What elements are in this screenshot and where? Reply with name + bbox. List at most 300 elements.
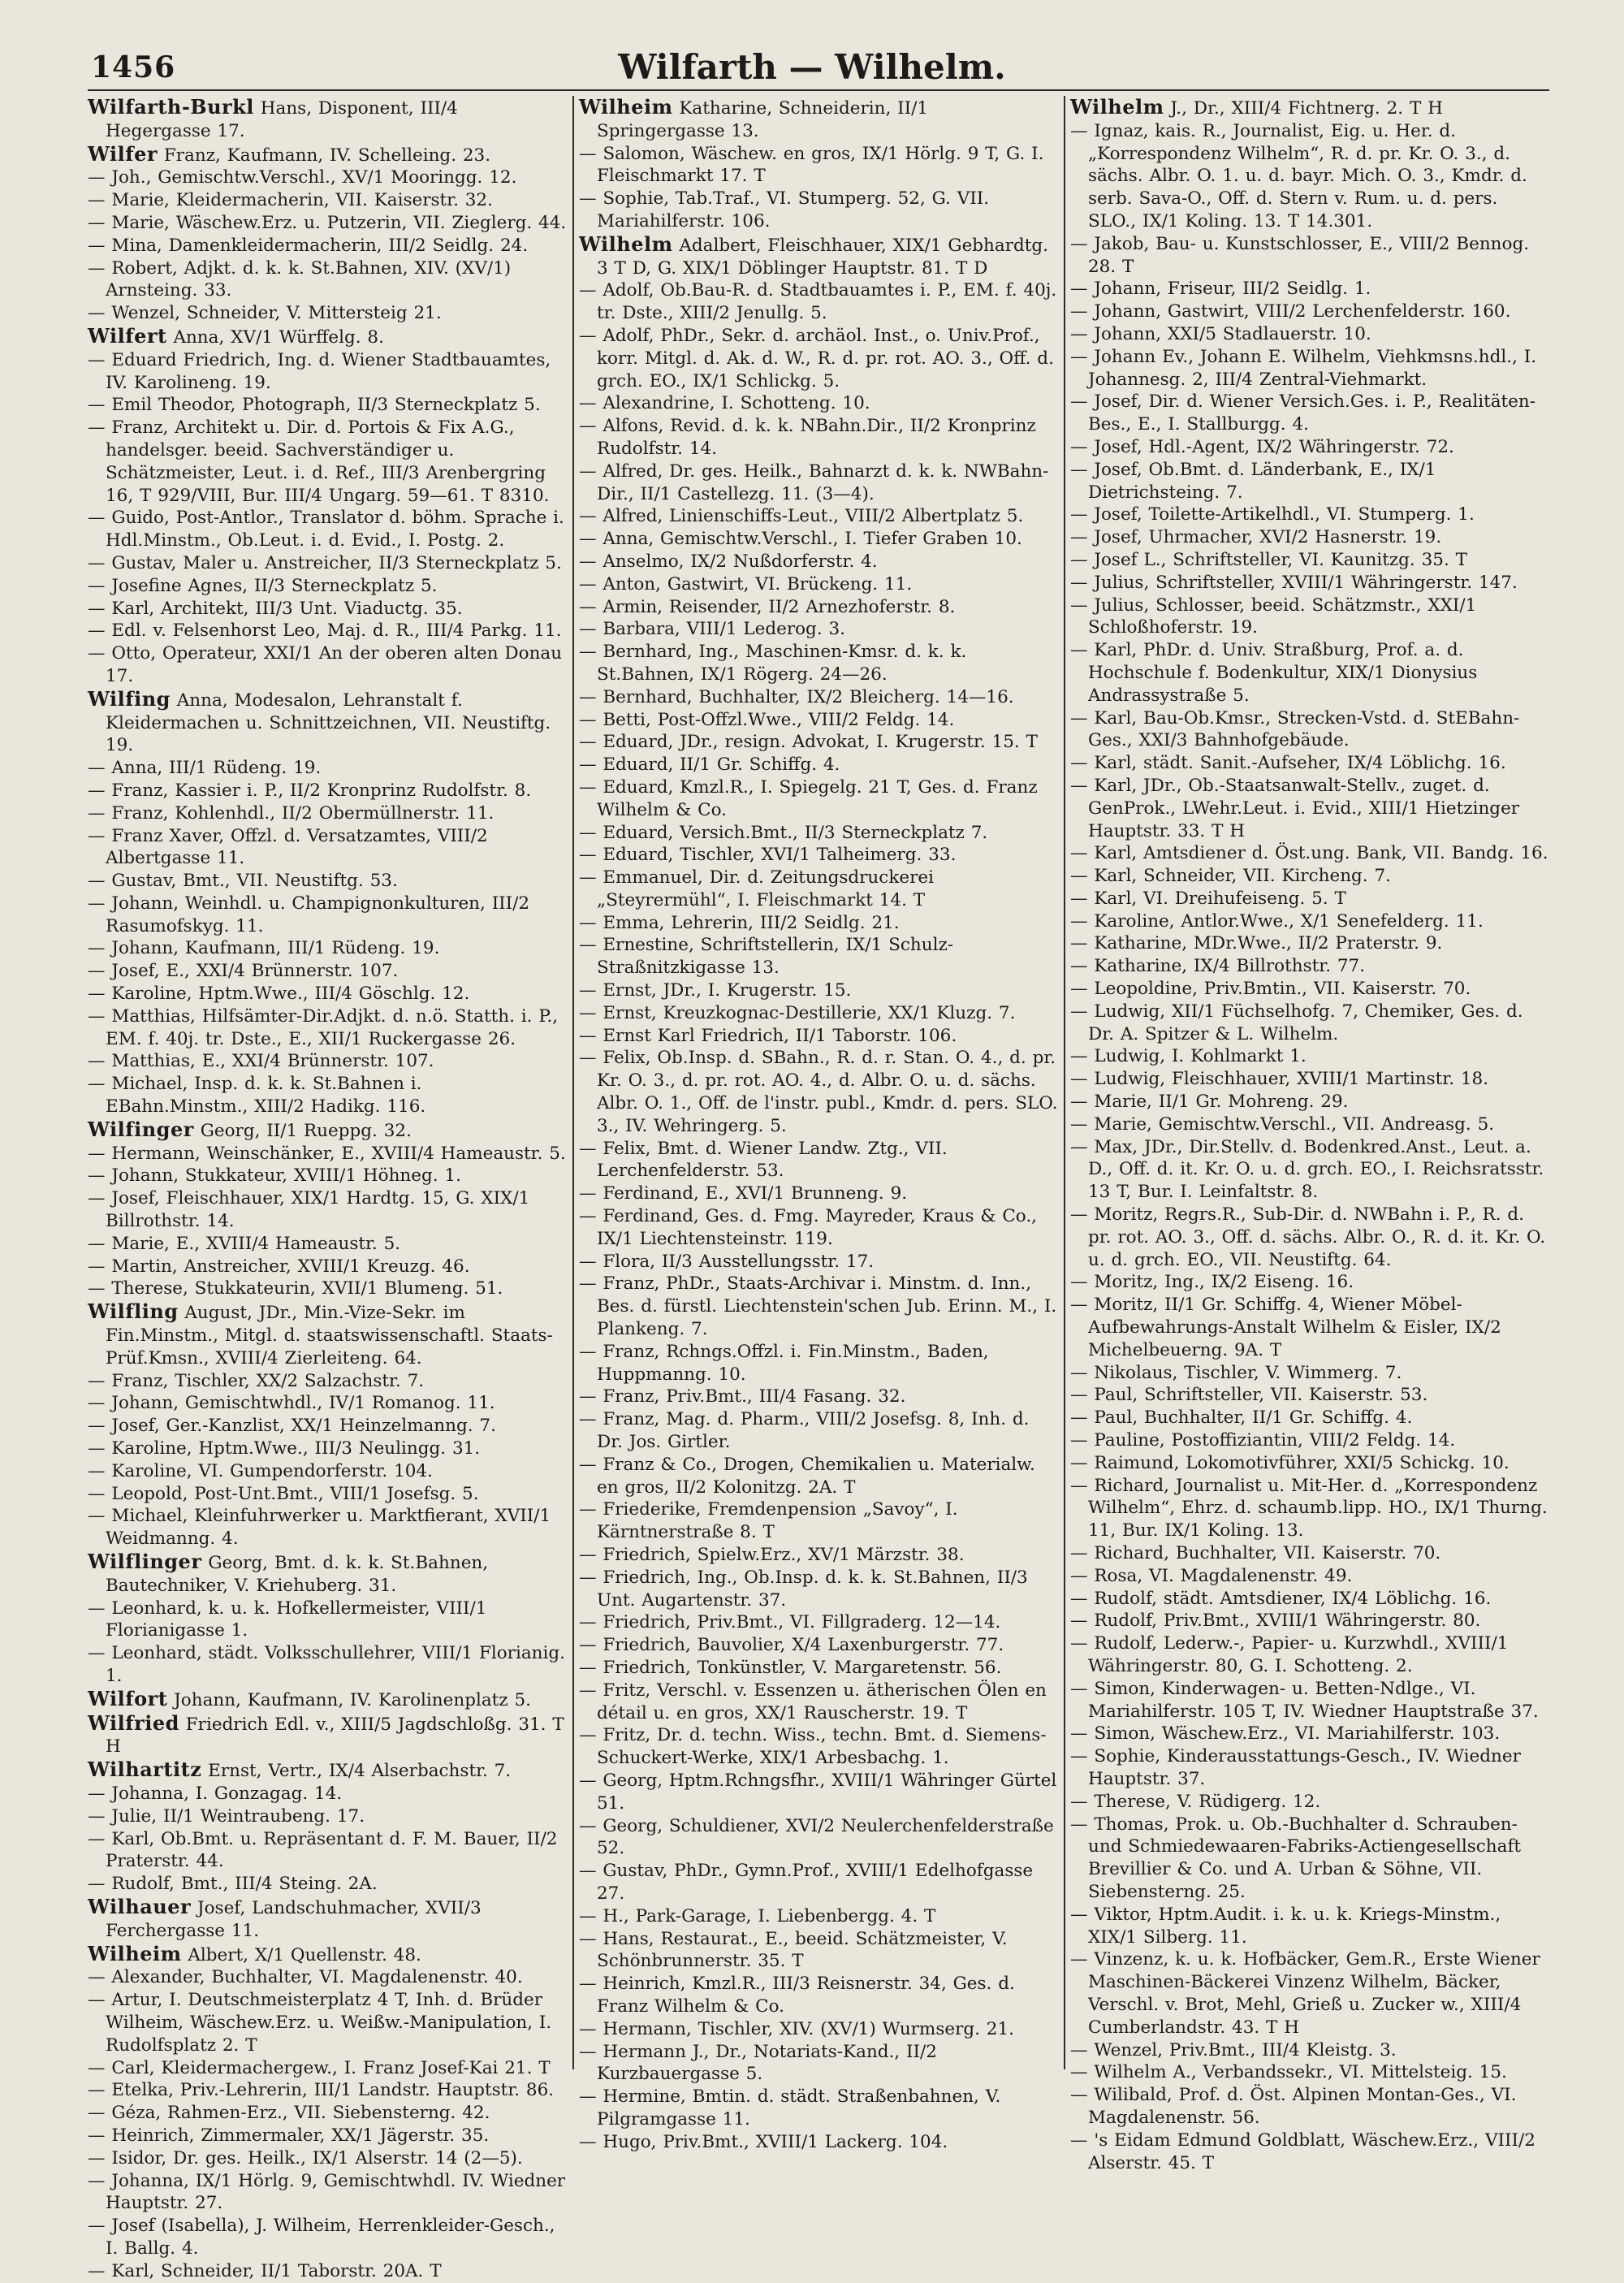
entry-text: Eduard Friedrich, Ing. d. Wiener Stadtbauamtes, IV. Karolineng. 19. bbox=[106, 349, 551, 393]
entry-text: Josef (Isabella), J. Wilheim, Herrenkleider-Gesch., I. Ballg. 4. bbox=[106, 2216, 555, 2259]
entry-text: Anton, Gastwirt, VI. Brückeng. 11. bbox=[603, 573, 913, 595]
entry-text: Wenzel, Priv.Bmt., III/4 Kleistg. 3. bbox=[1094, 2039, 1397, 2060]
entry-text: Karoline, VI. Gumpendorferstr. 104. bbox=[111, 1460, 433, 1481]
directory-entry: — Bernhard, Buchhalter, IX/2 Bleicherg. 14—16. bbox=[579, 686, 1014, 707]
directory-entry: — Etelka, Priv.-Lehrerin, III/1 Landstr. Hauptstr. 86. bbox=[88, 2080, 555, 2101]
entry-text: Karl, Architekt, III/3 Unt. Viaductg. 35. bbox=[111, 598, 463, 619]
directory-entry: — Ludwig, XII/1 Füchselhofg. 7, Chemiker, Ges. d. Dr. A. Spitzer & L. Wilhelm. bbox=[1070, 1001, 1523, 1044]
entry-text: Karl, Schneider, VII. Kircheng. 7. bbox=[1094, 866, 1391, 887]
entry-text: Heinrich, Kmzl.R., III/3 Reisnerstr. 34, Ges. d. Franz Wilhelm & Co. bbox=[597, 1974, 1015, 2017]
entry-text: Franz, Kaufmann, IV. Schelleing. 23. bbox=[163, 145, 491, 166]
entry-text: Artur, I. Deutschmeisterplatz 4 T, Inh. d. Brüder Wilheim, Wäschew.Erz. u. Weißw.-Manipulation, I. Rudolfsplatz 2. T bbox=[106, 1990, 552, 2056]
entry-text: Ferdinand, E., XVI/1 Brunneng. 9. bbox=[603, 1183, 908, 1204]
directory-entry: — Wilibald, Prof. d. Öst. Alpinen Montan-Ges., VI. Magdalenenstr. 56. bbox=[1070, 2085, 1517, 2128]
entry-text: Ludwig, Fleischhauer, XVIII/1 Martinstr. 18. bbox=[1094, 1069, 1489, 1090]
directory-entry: — Friedrich, Priv.Bmt., VI. Fillgraderg. 12—14. bbox=[579, 1612, 1001, 1633]
directory-entry: — Katharine, MDr.Wwe., II/2 Praterstr. 9. bbox=[1070, 933, 1443, 954]
directory-entry bbox=[88, 1712, 567, 1759]
directory-entry: — Rosa, VI. Magdalenenstr. 49. bbox=[1070, 1565, 1353, 1586]
entry-text: Vinzenz, k. u. k. Hofbäcker, Gem.R., Erste Wiener Maschinen-Bäckerei Vinzenz Wilhelm, Bäcker, Verschl. v. Brot, Mehl, Grieß u. Zucker w., XIII/4 Cumberlandstr. 43. T H bbox=[1088, 1949, 1540, 2038]
entry-text: Hermann, Tischler, XIV. (XV/1) Wurmserg. 21. bbox=[603, 2018, 1014, 2039]
entry-text: Josef, Uhrmacher, XVI/2 Hasnerstr. 19. bbox=[1094, 527, 1442, 548]
entry-text: Thomas, Prok. u. Ob.-Buchhalter d. Schrauben- und Schmiedewaaren-Fabriks-Actiengesellschaft Brevillier & Co. und A. Urban & Söhne, VII. Siebensterng. 25. bbox=[1088, 1814, 1522, 1902]
directory-entry: — Wenzel, Schneider, V. Mittersteig 21. bbox=[88, 303, 442, 324]
directory-entry: — Joh., Gemischtw.Verschl., XV/1 Mooringg. 12. bbox=[88, 167, 517, 188]
directory-entry bbox=[88, 96, 567, 143]
entry-text: Karl, Schneider, II/1 Taborstr. 20A. T bbox=[111, 2260, 442, 2281]
entry-text: Hermann, Weinschänker, E., XVIII/4 Hameaustr. 5. bbox=[111, 1143, 566, 1164]
entry-text: Alexandrine, I. Schotteng. 10. bbox=[603, 393, 870, 414]
entry-text: Armin, Reisender, II/2 Arnezhoferstr. 8. bbox=[603, 596, 956, 617]
entry-text: Karl, PhDr. d. Univ. Straßburg, Prof. a. d. Hochschule f. Bodenkultur, XIX/1 Dionysius Andrassystraße 5. bbox=[1088, 640, 1478, 706]
entry-text: Therese, V. Rüdigerg. 12. bbox=[1094, 1791, 1321, 1812]
entry-text: Anna, XV/1 Würffelg. 8. bbox=[173, 326, 384, 348]
entry-text: Anna, Modesalon, Lehranstalt f. Kleidermachen u. Schnittzeichnen, VII. Neustiftg. 19. bbox=[106, 690, 551, 756]
directory-entry: — Josef, Dir. d. Wiener Versich.Ges. i. P., Realitäten-Bes., E., I. Stallburgg. 4. bbox=[1070, 391, 1536, 435]
entry-text: Salomon, Wäschew. en gros, IX/1 Hörlg. 9 T, G. I. Fleischmarkt 17. T bbox=[597, 143, 1044, 187]
directory-entry: — Anselmo, IX/2 Nußdorferstr. 4. bbox=[579, 551, 878, 572]
entry-surname: Wilfing bbox=[88, 686, 171, 711]
entry-text: Viktor, Hptm.Audit. i. k. u. k. Kriegs-Minstm., XIX/1 Silberg. 11. bbox=[1088, 1904, 1501, 1948]
entry-text: Johann, Gastwirt, VIII/2 Lerchenfelderstr. 160. bbox=[1094, 301, 1511, 322]
directory-entry: — Pauline, Postoffiziantin, VIII/2 Feldg. 14. bbox=[1070, 1430, 1456, 1451]
directory-entry: — Johanna, IX/1 Hörlg. 9, Gemischtwhdl. IV. Wiedner Hauptstr. 27. bbox=[88, 2170, 566, 2214]
entry-text: Karoline, Hptm.Wwe., III/3 Neulingg. 31. bbox=[111, 1438, 481, 1459]
entry-text: Paul, Buchhalter, II/1 Gr. Schiffg. 4. bbox=[1094, 1407, 1413, 1429]
column-2 bbox=[579, 95, 1058, 2152]
entry-surname: Wilfinger bbox=[88, 1117, 194, 1141]
entry-text: Moritz, Ing., IX/2 Eiseng. 16. bbox=[1094, 1272, 1354, 1293]
entry-text: Etelka, Priv.-Lehrerin, III/1 Landstr. Hauptstr. 86. bbox=[111, 2080, 555, 2101]
entry-text: Friedrich Edl. v., XIII/5 Jagdschloßg. 31. T H bbox=[106, 1714, 564, 1758]
entry-text: Franz, Priv.Bmt., III/4 Fasang. 32. bbox=[603, 1386, 906, 1407]
directory-entry: — Wenzel, Priv.Bmt., III/4 Kleistg. 3. bbox=[1070, 2039, 1397, 2060]
entry-text: Johann, Kaufmann, III/1 Rüdeng. 19. bbox=[111, 938, 440, 959]
directory-entry: — Isidor, Dr. ges. Heilk., IX/1 Alserstr. 14 (2—5). bbox=[88, 2147, 523, 2168]
directory-entry: — Rudolf, Priv.Bmt., XVIII/1 Währingerstr. 80. bbox=[1070, 1611, 1481, 1632]
entry-text: Rudolf, Priv.Bmt., XVIII/1 Währingerstr. 80. bbox=[1094, 1611, 1481, 1632]
entry-text: Josef, Toilette-Artikelhdl., VI. Stumperg. 1. bbox=[1094, 504, 1475, 525]
directory-entry: — Robert, Adjkt. d. k. k. St.Bahnen, XIV. (XV/1) Arnsteing. 33. bbox=[88, 257, 512, 301]
directory-entry: — Jakob, Bau- u. Kunstschlosser, E., VIII/2 Bennog. 28. T bbox=[1070, 233, 1530, 277]
directory-entry: — Josef, Ger.-Kanzlist, XX/1 Heinzelmanng. 7. bbox=[88, 1416, 496, 1437]
column-1 bbox=[88, 95, 567, 2281]
directory-entry: — Rudolf, Lederw.-, Papier- u. Kurzwhdl., XVIII/1 Währingerstr. 80, G. I. Schotteng. 2. bbox=[1070, 1633, 1509, 1676]
directory-entry: — Mina, Damenkleidermacherin, III/2 Seidlg. 24. bbox=[88, 235, 529, 256]
entry-text: Ludwig, I. Kohlmarkt 1. bbox=[1094, 1046, 1307, 1067]
directory-entry: — Josef, Fleischhauer, XIX/1 Hardtg. 15, G. XIX/1 Billrothstr. 14. bbox=[88, 1188, 530, 1232]
entry-text: Carl, Kleidermachergew., I. Franz Josef-Kai 21. T bbox=[111, 2057, 551, 2078]
entry-text: Ludwig, XII/1 Füchselhofg. 7, Chemiker, Ges. d. Dr. A. Spitzer & L. Wilhelm. bbox=[1088, 1001, 1523, 1044]
directory-entry: — Artur, I. Deutschmeisterplatz 4 T, Inh. d. Brüder Wilheim, Wäschew.Erz. u. Weißw.-Manipulation, I. Rudolfsplatz 2. T bbox=[88, 1990, 552, 2056]
entry-text: Bernhard, Buchhalter, IX/2 Bleicherg. 14—16. bbox=[603, 686, 1014, 707]
entry-text: Eduard, JDr., resign. Advokat, I. Krugerstr. 15. T bbox=[603, 732, 1038, 753]
entry-text: Matthias, Hilfsämter-Dir.Adjkt. d. n.ö. Statth. i. P., EM. f. 40j. tr. Dste., E., XII/1 Ruckergasse 26. bbox=[106, 1005, 559, 1049]
entry-text: Fritz, Verschl. v. Essenzen u. ätherischen Ölen en détail u. en gros, XX/1 Rauscherstr. 19. T bbox=[597, 1680, 1047, 1723]
directory-entry: — Franz, Rchngs.Offzl. i. Fin.Minstm., Baden, Huppmanng. 10. bbox=[579, 1341, 989, 1385]
entry-text: Eduard, II/1 Gr. Schiffg. 4. bbox=[603, 755, 840, 776]
entry-text: Simon, Wäschew.Erz., VI. Mariahilferstr. 103. bbox=[1094, 1723, 1501, 1745]
entry-text: Betti, Post-Offzl.Wwe., VIII/2 Feldg. 14. bbox=[603, 709, 955, 730]
entry-text: Flora, II/3 Ausstellungsstr. 17. bbox=[603, 1251, 875, 1272]
entry-text: Pauline, Postoffiziantin, VIII/2 Feldg. 14. bbox=[1094, 1430, 1456, 1451]
directory-entry: — Ferdinand, Ges. d. Fmg. Mayreder, Kraus & Co., IX/1 Liechtensteinstr. 119. bbox=[579, 1206, 1038, 1249]
entry-text: Simon, Kinderwagen- u. Betten-Ndlge., VI. Mariahilferstr. 105 T, IV. Wiedner Hauptstraße 37. bbox=[1088, 1678, 1539, 1722]
entry-text: Alexander, Buchhalter, VI. Magdalenenstr. 40. bbox=[111, 1967, 523, 1988]
entry-surname: Wilheim bbox=[579, 95, 673, 119]
entry-text: Wilibald, Prof. d. Öst. Alpinen Montan-Ges., VI. Magdalenenstr. 56. bbox=[1088, 2085, 1517, 2128]
directory-entry: — Josef, Ob.Bmt. d. Länderbank, E., IX/1 Dietrichsteing. 7. bbox=[1070, 459, 1436, 503]
directory-entry: — Anna, III/1 Rüdeng. 19. bbox=[88, 758, 322, 779]
entry-text: Friedrich, Spielw.Erz., XV/1 Märzstr. 38. bbox=[603, 1545, 965, 1565]
entry-text: Katharine, IX/4 Billrothstr. 77. bbox=[1094, 956, 1366, 977]
directory-entry: — Bernhard, Ing., Maschinen-Kmsr. d. k. k. St.Bahnen, IX/1 Rögerg. 24—26. bbox=[579, 642, 967, 685]
entry-text: Franz, Kassier i. P., II/2 Kronprinz Rudolfstr. 8. bbox=[111, 780, 532, 801]
entry-text: Marie, Kleidermacherin, VII. Kaiserstr. 32. bbox=[111, 190, 493, 211]
directory-entry: — Friedrich, Ing., Ob.Insp. d. k. k. St.Bahnen, II/3 Unt. Augartenstr. 37. bbox=[579, 1567, 1028, 1611]
entry-surname: Wilfling bbox=[88, 1299, 179, 1324]
directory-entry: — Therese, V. Rüdigerg. 12. bbox=[1070, 1791, 1321, 1812]
entry-text: Hugo, Priv.Bmt., XVIII/1 Lackerg. 104. bbox=[603, 2131, 948, 2152]
entry-text: Julie, II/1 Weintraubeng. 17. bbox=[111, 1805, 365, 1827]
entry-text: Jakob, Bau- u. Kunstschlosser, E., VIII/2 Bennog. 28. T bbox=[1088, 233, 1530, 277]
entry-text: Josef, Fleischhauer, XIX/1 Hardtg. 15, G. XIX/1 Billrothstr. 14. bbox=[106, 1188, 530, 1232]
entry-text: Moritz, II/1 Gr. Schiffg. 4, Wiener Möbel-Aufbewahrungs-Anstalt Wilhelm & Eisler, IX/2 Michelbeuerng. 9A. T bbox=[1088, 1295, 1501, 1360]
entry-text: Alfred, Dr. ges. Heilk., Bahnarzt d. k. k. NWBahn-Dir., II/1 Castellezg. 11. (3—4). bbox=[597, 460, 1049, 504]
entry-text: Adolf, PhDr., Sekr. d. archäol. Inst., o. Univ.Prof., korr. Mitgl. d. Ak. d. W., R. d. pr. rot. AO. 3., Off. d. grch. EO., IX/1 Schlickg. 5. bbox=[597, 325, 1054, 391]
directory-entry bbox=[88, 1688, 567, 1712]
entry-surname: Wilheim bbox=[88, 1941, 182, 1965]
directory-entry: — Ernst Karl Friedrich, II/1 Taborstr. 106. bbox=[579, 1025, 957, 1046]
directory-entry: — Fritz, Dr. d. techn. Wiss., techn. Bmt. d. Siemens-Schuckert-Werke, XIX/1 Arbesbachg. 1. bbox=[579, 1725, 1047, 1769]
entry-text: Friedrich, Ing., Ob.Insp. d. k. k. St.Bahnen, II/3 Unt. Augartenstr. 37. bbox=[597, 1567, 1028, 1611]
entry-text: H., Park-Garage, I. Liebenbergg. 4. T bbox=[603, 1905, 936, 1926]
entry-text: Franz & Co., Drogen, Chemikalien u. Materialw. en gros, II/2 Kolonitzg. 2A. T bbox=[597, 1454, 1035, 1498]
directory-entry: — Karoline, Hptm.Wwe., III/4 Göschlg. 12. bbox=[88, 984, 470, 1005]
directory-entry bbox=[88, 143, 567, 167]
directory-entry: — Salomon, Wäschew. en gros, IX/1 Hörlg. 9 T, G. I. Fleischmarkt 17. T bbox=[579, 143, 1044, 187]
directory-entry: — Marie, E., XVIII/4 Hameaustr. 5. bbox=[88, 1233, 401, 1254]
directory-entry: — Karl, Architekt, III/3 Unt. Viaductg. 35. bbox=[88, 598, 463, 619]
entry-text: Josef, Hdl.-Agent, IX/2 Währingerstr. 72. bbox=[1094, 436, 1454, 457]
directory-entry: — Ernst, JDr., I. Krugerstr. 15. bbox=[579, 980, 852, 1001]
directory-entry: — Rudolf, Bmt., III/4 Steing. 2A. bbox=[88, 1874, 378, 1895]
directory-entry: — Felix, Bmt. d. Wiener Landw. Ztg., VII. Lerchenfelderstr. 53. bbox=[579, 1138, 948, 1182]
directory-entry: — Emil Theodor, Photograph, II/3 Sterneckplatz 5. bbox=[88, 395, 541, 416]
directory-entry bbox=[88, 1118, 567, 1143]
directory-entry: — Ludwig, Fleischhauer, XVIII/1 Martinstr. 18. bbox=[1070, 1069, 1489, 1090]
entry-text: Johann Ev., Johann E. Wilhelm, Viehkmsns.hdl., I. Johannesg. 2, III/4 Zentral-Viehmarkt. bbox=[1088, 346, 1537, 390]
directory-entry: — Emma, Lehrerin, III/2 Seidlg. 21. bbox=[579, 912, 900, 933]
directory-entry bbox=[88, 688, 567, 757]
entry-text: Gustav, PhDr., Gymn.Prof., XVIII/1 Edelhofgasse 27. bbox=[597, 1861, 1034, 1904]
directory-entry: — Leopoldine, Priv.Bmtin., VII. Kaiserstr. 70. bbox=[1070, 979, 1471, 1000]
directory-entry: — Friedrich, Bauvolier, X/4 Laxenburgerstr. 77. bbox=[579, 1635, 1004, 1656]
entry-text: Karl, Bau-Ob.Kmsr., Strecken-Vstd. d. StEBahn-Ges., XXI/3 Bahnhofgebäude. bbox=[1088, 707, 1520, 751]
entry-text: Anna, III/1 Rüdeng. 19. bbox=[111, 758, 322, 779]
entry-text: Rudolf, Bmt., III/4 Steing. 2A. bbox=[111, 1874, 378, 1895]
directory-entry: — Richard, Buchhalter, VII. Kaiserstr. 70. bbox=[1070, 1543, 1441, 1563]
entry-text: Marie, Wäschew.Erz. u. Putzerin, VII. Zieglerg. 44. bbox=[111, 212, 567, 233]
entry-text: Michael, Insp. d. k. k. St.Bahnen i. EBahn.Minstm., XIII/2 Hadikg. 116. bbox=[106, 1074, 426, 1118]
entry-text: Edl. v. Felsenhorst Leo, Maj. d. R., III/4 Parkg. 11. bbox=[111, 620, 562, 642]
entry-text: Emil Theodor, Photograph, II/3 Sterneckplatz 5. bbox=[111, 395, 541, 416]
directory-entry: — Alexandrine, I. Schotteng. 10. bbox=[579, 393, 870, 414]
directory-entry: — Moritz, Regrs.R., Sub-Dir. d. NWBahn i. P., R. d. pr. rot. AO. 3., Off. d. sächs. Albr. O., R. d. it. Kr. O. u. d. grch. EO., VII. Neustiftg. 64. bbox=[1070, 1204, 1546, 1270]
directory-entry bbox=[88, 1300, 567, 1369]
directory-entry: — Michael, Kleinfuhrwerker u. Marktfierant, XVII/1 Weidmanng. 4. bbox=[88, 1506, 551, 1550]
entry-surname: Wilfort bbox=[88, 1686, 168, 1710]
entry-text: Julius, Schriftsteller, XVIII/1 Währingerstr. 147. bbox=[1094, 572, 1518, 593]
entry-text: Karoline, Antlor.Wwe., X/1 Senefelderg. 11. bbox=[1094, 910, 1484, 932]
directory-entry: — Johanna, I. Gonzagag. 14. bbox=[88, 1783, 343, 1804]
directory-entry: — Katharine, IX/4 Billrothstr. 77. bbox=[1070, 956, 1366, 977]
directory-entry: — Matthias, Hilfsämter-Dir.Adjkt. d. n.ö. Statth. i. P., EM. f. 40j. tr. Dste., E., XII/1 Ruckergasse 26. bbox=[88, 1005, 559, 1049]
directory-entry: — H., Park-Garage, I. Liebenbergg. 4. T bbox=[579, 1905, 936, 1926]
entry-text: Karl, Amtsdiener d. Öst.ung. Bank, VII. Bandg. 16. bbox=[1094, 843, 1548, 864]
directory-entry: — Johann, Gastwirt, VIII/2 Lerchenfelderstr. 160. bbox=[1070, 301, 1511, 322]
directory-entry: — Gustav, PhDr., Gymn.Prof., XVIII/1 Edelhofgasse 27. bbox=[579, 1861, 1034, 1904]
entry-text: Paul, Schriftsteller, VII. Kaiserstr. 53. bbox=[1094, 1385, 1428, 1406]
entry-text: Johann, Kaufmann, IV. Karolinenplatz 5. bbox=[174, 1689, 531, 1710]
entry-text: Fritz, Dr. d. techn. Wiss., techn. Bmt. d. Siemens-Schuckert-Werke, XIX/1 Arbesbachg. 1. bbox=[597, 1725, 1047, 1769]
directory-entry: — Alfred, Linienschiffs-Leut., VIII/2 Albertplatz 5. bbox=[579, 506, 1024, 527]
directory-entry: — Edl. v. Felsenhorst Leo, Maj. d. R., III/4 Parkg. 11. bbox=[88, 620, 562, 642]
directory-entry: — Gustav, Maler u. Anstreicher, II/3 Sterneckplatz 5. bbox=[88, 552, 562, 573]
directory-entry: — Karl, Amtsdiener d. Öst.ung. Bank, VII. Bandg. 16. bbox=[1070, 843, 1548, 864]
directory-entry: — Leopold, Post-Unt.Bmt., VIII/1 Josefsg. 5. bbox=[88, 1483, 479, 1504]
entry-text: Johanna, IX/1 Hörlg. 9, Gemischtwhdl. IV. Wiedner Hauptstr. 27. bbox=[106, 2170, 566, 2214]
directory-entry: — Alfred, Dr. ges. Heilk., Bahnarzt d. k. k. NWBahn-Dir., II/1 Castellezg. 11. (3—4). bbox=[579, 460, 1049, 504]
directory-entry: — Viktor, Hptm.Audit. i. k. u. k. Kriegs-Minstm., XIX/1 Silberg. 11. bbox=[1070, 1904, 1501, 1948]
entry-text: Emma, Lehrerin, III/2 Seidlg. 21. bbox=[603, 912, 900, 933]
directory-entry: — Karl, Schneider, VII. Kircheng. 7. bbox=[1070, 866, 1391, 887]
directory-entry: — Georg, Hptm.Rchngsfhr., XVIII/1 Währinger Gürtel 51. bbox=[579, 1770, 1057, 1814]
directory-entry: — Therese, Stukkateurin, XVII/1 Blumeng. 51. bbox=[88, 1278, 503, 1299]
entry-text: Hermine, Bmtin. d. städt. Straßenbahnen, V. Pilgramgasse 11. bbox=[597, 2086, 1001, 2130]
directory-entry: — Karl, Ob.Bmt. u. Repräsentant d. F. M. Bauer, II/2 Praterstr. 44. bbox=[88, 1828, 558, 1872]
entry-text: Alfred, Linienschiffs-Leut., VIII/2 Albertplatz 5. bbox=[603, 506, 1024, 527]
entry-text: Emmanuel, Dir. d. Zeitungsdruckerei „Steyrermühl“, I. Fleischmarkt 14. T bbox=[597, 867, 934, 910]
directory-entry: — Johann, Weinhdl. u. Champignonkulturen, III/2 Rasumofskyg. 11. bbox=[88, 893, 530, 936]
directory-entry: — Hermann J., Dr., Notariats-Kand., II/2 Kurzbauergasse 5. bbox=[579, 2041, 937, 2085]
directory-entry: — Michael, Insp. d. k. k. St.Bahnen i. EBahn.Minstm., XIII/2 Hadikg. 116. bbox=[88, 1074, 426, 1118]
entry-text: Matthias, E., XXI/4 Brünnerstr. 107. bbox=[111, 1051, 434, 1072]
directory-entry: — Josef (Isabella), J. Wilheim, Herrenkleider-Gesch., I. Ballg. 4. bbox=[88, 2216, 555, 2259]
entry-text: August, JDr., Min.-Vize-Sekr. im Fin.Minstm., Mitgl. d. staatswissenschaftl. Staats-Prüf.Kmsn., XVIII/4 Zierleiteng. 64. bbox=[106, 1303, 553, 1369]
entry-text: Ernst Karl Friedrich, II/1 Taborstr. 106. bbox=[603, 1025, 957, 1046]
entry-text: Georg, Bmt. d. k. k. St.Bahnen, Bautechniker, V. Kriehuberg. 31. bbox=[106, 1553, 489, 1596]
directory-entry: — Marie, Kleidermacherin, VII. Kaiserstr. 32. bbox=[88, 190, 493, 211]
directory-entry: — Johann, XXI/5 Stadlauerstr. 10. bbox=[1070, 323, 1371, 344]
entry-text: Josef, Ob.Bmt. d. Länderbank, E., IX/1 Dietrichsteing. 7. bbox=[1088, 459, 1436, 503]
entry-surname: Wilhartitz bbox=[88, 1758, 202, 1782]
entry-text: Nikolaus, Tischler, V. Wimmerg. 7. bbox=[1094, 1362, 1402, 1383]
entry-text: Karl, JDr., Ob.-Staatsanwalt-Stellv., zuget. d. GenProk., LWehr.Leut. i. Evid., XIII/1 Hietzinger Hauptstr. 33. T H bbox=[1088, 775, 1520, 841]
entry-surname: Wilfarth-Burkl bbox=[88, 95, 254, 119]
entry-text: Robert, Adjkt. d. k. k. St.Bahnen, XIV. (XV/1) Arnsteing. 33. bbox=[106, 257, 512, 301]
directory-entry: — Moritz, II/1 Gr. Schiffg. 4, Wiener Möbel-Aufbewahrungs-Anstalt Wilhelm & Eisler, IX/2 Michelbeuerng. 9A. T bbox=[1070, 1295, 1501, 1360]
entry-text: Hans, Restaurat., E., beeid. Schätzmeister, V. Schönbrunnerstr. 35. T bbox=[597, 1928, 1008, 1972]
directory-entry: — Ignaz, kais. R., Journalist, Eig. u. Her. d. „Korrespondenz Wilhelm“, R. d. pr. Kr. O. 3., d. sächs. Albr. O. 1. u. d. bayr. Mich. O. 3., Kmdr. d. serb. Sava-O., Off. d. Stern v. Rum. u. d. pers. SLO., IX/1 Koling. 13. T 14.301. bbox=[1070, 120, 1527, 231]
entry-text: Karl, städt. Sanit.-Aufseher, IX/4 Löblichg. 16. bbox=[1094, 753, 1506, 774]
directory-entry: — Julius, Schriftsteller, XVIII/1 Währingerstr. 147. bbox=[1070, 572, 1518, 593]
directory-entry: — Rudolf, städt. Amtsdiener, IX/4 Löblichg. 16. bbox=[1070, 1588, 1492, 1609]
directory-entry: — Gustav, Bmt., VII. Neustiftg. 53. bbox=[88, 871, 398, 892]
entry-text: Therese, Stukkateurin, XVII/1 Blumeng. 51. bbox=[111, 1278, 503, 1299]
directory-entry: — Friedrich, Tonkünstler, V. Margaretenstr. 56. bbox=[579, 1657, 1002, 1678]
directory-entry: — Ernst, Kreuzkognac-Destillerie, XX/1 Kluzg. 7. bbox=[579, 1002, 1016, 1023]
entry-text: Otto, Operateur, XXI/1 An der oberen alten Donau 17. bbox=[106, 643, 563, 686]
directory-entry: — Moritz, Ing., IX/2 Eiseng. 16. bbox=[1070, 1272, 1354, 1293]
entry-text: Karl, VI. Dreihufeiseng. 5. T bbox=[1094, 888, 1346, 909]
entry-text: Ernst, Vertr., IX/4 Alserbachstr. 7. bbox=[208, 1761, 512, 1782]
entry-text: Richard, Journalist u. Mit-Her. d. „Korrespondenz Wilhelm“, Ehrz. d. schaumb.lipp. HO., IX/1 Thurng. 11, Bur. IX/1 Koling. 13. bbox=[1088, 1475, 1548, 1541]
entry-text: Guido, Post-Antlor., Translator d. böhm. Sprache i. Hdl.Minstm., Ob.Leut. i. d. Evid., I. Postg. 2. bbox=[106, 508, 564, 551]
entry-text: Josef, E., XXI/4 Brünnerstr. 107. bbox=[111, 961, 399, 982]
directory-entry: — Sophie, Tab.Traf., VI. Stumperg. 52, G. VII. Mariahilferstr. 106. bbox=[579, 188, 990, 231]
directory-entry: — Franz Xaver, Offzl. d. Versatzamtes, VIII/2 Albertgasse 11. bbox=[88, 825, 488, 869]
directory-entry: — Marie, Gemischtw.Verschl., VII. Andreasg. 5. bbox=[1070, 1113, 1495, 1135]
entry-surname: Wilfer bbox=[88, 141, 158, 166]
directory-entry: — Simon, Wäschew.Erz., VI. Mariahilferstr. 103. bbox=[1070, 1723, 1501, 1745]
entry-text: Michael, Kleinfuhrwerker u. Marktfierant, XVII/1 Weidmanng. 4. bbox=[106, 1506, 551, 1550]
entry-text: Wilhelm A., Verbandssekr., VI. Mittelsteig. 15. bbox=[1094, 2062, 1507, 2083]
entry-text: Johann, Friseur, III/2 Seidlg. 1. bbox=[1094, 279, 1371, 300]
entry-surname: Wilhelm bbox=[579, 231, 673, 256]
entry-text: Max, JDr., Dir.Stellv. d. Bodenkred.Anst., Leut. a. D., Off. d. it. Kr. O. u. d. grch. EO., I. Reichsratsstr. 13 T, Bur. I. Leinfaltstr. 8. bbox=[1088, 1136, 1544, 1203]
directory-entry: — Georg, Schuldiener, XVI/2 Neulerchenfelderstraße 52. bbox=[579, 1815, 1054, 1859]
entry-text: Franz, Kohlenhdl., II/2 Obermüllnerstr. 11. bbox=[111, 802, 495, 824]
entry-text: Josef, Landschuhmacher, XVII/3 Ferchergasse 11. bbox=[106, 1897, 482, 1941]
entry-text: Franz, Rchngs.Offzl. i. Fin.Minstm., Baden, Huppmanng. 10. bbox=[597, 1341, 989, 1385]
entry-text: Marie, II/1 Gr. Mohreng. 29. bbox=[1094, 1092, 1349, 1113]
entry-text: Gustav, Maler u. Anstreicher, II/3 Sterneckplatz 5. bbox=[111, 552, 562, 573]
directory-columns bbox=[88, 95, 1549, 2281]
directory-entry bbox=[88, 325, 567, 349]
entry-text: Franz, Tischler, XX/2 Salzachstr. 7. bbox=[111, 1370, 425, 1391]
directory-entry: — Friederike, Fremdenpension „Savoy“, I. Kärntnerstraße 8. T bbox=[579, 1499, 958, 1543]
entry-text: Felix, Bmt. d. Wiener Landw. Ztg., VII. Lerchenfelderstr. 53. bbox=[597, 1138, 948, 1182]
directory-entry: — Leonhard, k. u. k. Hofkellermeister, VIII/1 Florianigasse 1. bbox=[88, 1598, 487, 1641]
directory-entry bbox=[88, 1943, 567, 1967]
entry-text: Bernhard, Ing., Maschinen-Kmsr. d. k. k. St.Bahnen, IX/1 Rögerg. 24—26. bbox=[597, 642, 967, 685]
entry-text: Ernst, JDr., I. Krugerstr. 15. bbox=[603, 980, 852, 1001]
directory-entry: — Felix, Ob.Insp. d. SBahn., R. d. r. Stan. O. 4., d. pr. Kr. O. 3., d. pr. rot. AO. 4., d. Albr. O. u. d. sächs. Albr. O. 1., Off. de l'instr. publ., Kmdr. d. pers. SLO. 3., IV. Wehringerg. 5. bbox=[579, 1048, 1058, 1136]
directory-entry: — Adolf, PhDr., Sekr. d. archäol. Inst., o. Univ.Prof., korr. Mitgl. d. Ak. d. W., R. d. pr. rot. AO. 3., Off. d. grch. EO., IX/1 Schlickg. 5. bbox=[579, 325, 1054, 391]
column-3 bbox=[1070, 95, 1549, 2173]
directory-entry: — Carl, Kleidermachergew., I. Franz Josef-Kai 21. T bbox=[88, 2057, 551, 2078]
entry-text: Karl, Ob.Bmt. u. Repräsentant d. F. M. Bauer, II/2 Praterstr. 44. bbox=[106, 1828, 558, 1872]
entry-text: Rosa, VI. Magdalenenstr. 49. bbox=[1094, 1565, 1353, 1586]
directory-entry: — Ferdinand, E., XVI/1 Brunneng. 9. bbox=[579, 1183, 908, 1204]
directory-entry: — Marie, II/1 Gr. Mohreng. 29. bbox=[1070, 1092, 1349, 1113]
directory-entry: — Franz, Mag. d. Pharm., VIII/2 Josefsg. 8, Inh. d. Dr. Jos. Girtler. bbox=[579, 1409, 1030, 1453]
directory-entry: — Julie, II/1 Weintraubeng. 17. bbox=[88, 1805, 365, 1827]
directory-entry: — Sophie, Kinderausstattungs-Gesch., IV. Wiedner Hauptstr. 37. bbox=[1070, 1746, 1521, 1789]
directory-entry: — Géza, Rahmen-Erz., VII. Siebensterng. 42. bbox=[88, 2103, 490, 2124]
directory-entry: — Armin, Reisender, II/2 Arnezhoferstr. 8. bbox=[579, 596, 956, 617]
entry-text: Adalbert, Fleischhauer, XIX/1 Gebhardtg. 3 T D, G. XIX/1 Döblinger Hauptstr. 81. T D bbox=[597, 235, 1049, 279]
entry-text: Alfons, Revid. d. k. k. NBahn.Dir., II/2 Kronprinz Rudolfstr. 14. bbox=[597, 416, 1036, 459]
entry-text: Adolf, Ob.Bau-R. d. Stadtbauamtes i. P., EM. f. 40j. tr. Dste., XIII/2 Jenullg. 5. bbox=[597, 280, 1057, 324]
directory-entry: — Alexander, Buchhalter, VI. Magdalenenstr. 40. bbox=[88, 1967, 523, 1988]
directory-entry: — Johann, Kaufmann, III/1 Rüdeng. 19. bbox=[88, 938, 440, 959]
directory-entry: — Guido, Post-Antlor., Translator d. böhm. Sprache i. Hdl.Minstm., Ob.Leut. i. d. Evid., I. Postg. 2. bbox=[88, 508, 564, 551]
entry-text: Ernestine, Schriftstellerin, IX/1 Schulz-Straßnitzkigasse 13. bbox=[597, 935, 954, 979]
entry-text: Wenzel, Schneider, V. Mittersteig 21. bbox=[111, 303, 442, 324]
directory-entry: — Karl, PhDr. d. Univ. Straßburg, Prof. a. d. Hochschule f. Bodenkultur, XIX/1 Dionysius Andrassystraße 5. bbox=[1070, 640, 1478, 706]
entry-text: Katharine, MDr.Wwe., II/2 Praterstr. 9. bbox=[1094, 933, 1443, 954]
directory-entry bbox=[88, 1550, 567, 1598]
entry-text: Franz Xaver, Offzl. d. Versatzamtes, VIII/2 Albertgasse 11. bbox=[106, 825, 488, 869]
entry-text: Johann, Stukkateur, XVIII/1 Höhneg. 1. bbox=[111, 1165, 461, 1187]
entry-text: Ernst, Kreuzkognac-Destillerie, XX/1 Kluzg. 7. bbox=[603, 1002, 1016, 1023]
entry-text: Géza, Rahmen-Erz., VII. Siebensterng. 42. bbox=[111, 2103, 490, 2124]
directory-entry: — Hermann, Tischler, XIV. (XV/1) Wurmserg. 21. bbox=[579, 2018, 1014, 2039]
directory-entry: — Raimund, Lokomotivführer, XXI/5 Schickg. 10. bbox=[1070, 1452, 1510, 1473]
directory-entry: — Adolf, Ob.Bau-R. d. Stadtbauamtes i. P., EM. f. 40j. tr. Dste., XIII/2 Jenullg. 5. bbox=[579, 280, 1057, 324]
entry-text: Friederike, Fremdenpension „Savoy“, I. Kärntnerstraße 8. T bbox=[597, 1499, 958, 1543]
entry-text: Josef L., Schriftsteller, VI. Kaunitzg. 35. T bbox=[1094, 549, 1467, 570]
directory-entry: — Franz, Kassier i. P., II/2 Kronprinz Rudolfstr. 8. bbox=[88, 780, 532, 801]
entry-text: Eduard, Kmzl.R., I. Spiegelg. 21 T, Ges. d. Franz Wilhelm & Co. bbox=[597, 776, 1038, 820]
directory-entry: — Franz, Architekt u. Dir. d. Portois & Fix A.G., handelsger. beeid. Sachverständiger u. Schätzmeister, Leut. i. d. Ref., III/3 Arenbergring 16, T 929/VIII, Bur. III/4 Ungarg. 59—61. T 8310. bbox=[88, 417, 550, 506]
directory-entry: — Josef, Hdl.-Agent, IX/2 Währingerstr. 72. bbox=[1070, 436, 1454, 457]
directory-entry: — Johann Ev., Johann E. Wilhelm, Viehkmsns.hdl., I. Johannesg. 2, III/4 Zentral-Viehmarkt. bbox=[1070, 346, 1537, 390]
entry-text: Isidor, Dr. ges. Heilk., IX/1 Alserstr. 14 (2—5). bbox=[111, 2147, 523, 2168]
directory-entry: — Heinrich, Zimmermaler, XX/1 Jägerstr. 35. bbox=[88, 2125, 490, 2146]
directory-entry: — Josef L., Schriftsteller, VI. Kaunitzg. 35. T bbox=[1070, 549, 1467, 570]
directory-entry: — Barbara, VIII/1 Lederog. 3. bbox=[579, 619, 846, 640]
entry-text: Friedrich, Tonkünstler, V. Margaretenstr. 56. bbox=[603, 1657, 1002, 1678]
directory-entry: — Karl, JDr., Ob.-Staatsanwalt-Stellv., zuget. d. GenProk., LWehr.Leut. i. Evid., XIII/1 Hietzinger Hauptstr. 33. T H bbox=[1070, 775, 1520, 841]
directory-entry: — Thomas, Prok. u. Ob.-Buchhalter d. Schrauben- und Schmiedewaaren-Fabriks-Actiengesellschaft Brevillier & Co. und A. Urban & Söhne, VII. Siebensterng. 25. bbox=[1070, 1814, 1522, 1902]
entry-text: Anna, Gemischtw.Verschl., I. Tiefer Graben 10. bbox=[603, 529, 1022, 550]
entry-text: Marie, E., XVIII/4 Hameaustr. 5. bbox=[111, 1233, 401, 1254]
directory-entry: — Johann, Gemischtwhdl., IV/1 Romanog. 11. bbox=[88, 1393, 495, 1414]
directory-entry: — Franz, Tischler, XX/2 Salzachstr. 7. bbox=[88, 1370, 425, 1391]
running-head: Wilfarth — Wilhelm. bbox=[618, 47, 1006, 87]
entry-text: Albert, X/1 Quellenstr. 48. bbox=[188, 1944, 421, 1965]
directory-entry: — Eduard, Kmzl.R., I. Spiegelg. 21 T, Ges. d. Franz Wilhelm & Co. bbox=[579, 776, 1038, 820]
entry-text: Sophie, Tab.Traf., VI. Stumperg. 52, G. VII. Mariahilferstr. 106. bbox=[597, 188, 990, 231]
entry-text: Hermann J., Dr., Notariats-Kand., II/2 Kurzbauergasse 5. bbox=[597, 2041, 937, 2085]
directory-entry: — Hans, Restaurat., E., beeid. Schätzmeister, V. Schönbrunnerstr. 35. T bbox=[579, 1928, 1008, 1972]
entry-text: Rudolf, städt. Amtsdiener, IX/4 Löblichg. 16. bbox=[1094, 1588, 1492, 1609]
directory-entry: — Josef, Uhrmacher, XVI/2 Hasnerstr. 19. bbox=[1070, 527, 1442, 548]
directory-entry: — Julius, Schlosser, beeid. Schätzmstr., XXI/1 Schloßhoferstr. 19. bbox=[1070, 595, 1477, 638]
entry-text: Franz, Mag. d. Pharm., VIII/2 Josefsg. 8, Inh. d. Dr. Jos. Girtler. bbox=[597, 1409, 1030, 1453]
entry-surname: Wilhauer bbox=[88, 1894, 192, 1918]
entry-text: Georg, Schuldiener, XVI/2 Neulerchenfelderstraße 52. bbox=[597, 1815, 1054, 1859]
entry-text: 's Eidam Edmund Goldblatt, Wäschew.Erz., VIII/2 Alserstr. 45. T bbox=[1088, 2130, 1535, 2173]
entry-text: Johann, XXI/5 Stadlauerstr. 10. bbox=[1094, 323, 1371, 344]
directory-entry: — Eduard Friedrich, Ing. d. Wiener Stadtbauamtes, IV. Karolineng. 19. bbox=[88, 349, 551, 393]
directory-entry: — Johann, Friseur, III/2 Seidlg. 1. bbox=[1070, 279, 1371, 300]
directory-entry: — Max, JDr., Dir.Stellv. d. Bodenkred.Anst., Leut. a. D., Off. d. it. Kr. O. u. d. grch. EO., I. Reichsratsstr. 13 T, Bur. I. Leinfaltstr. 8. bbox=[1070, 1136, 1544, 1203]
directory-entry bbox=[579, 96, 1058, 143]
entry-text: Georg, II/1 Rueppg. 32. bbox=[200, 1120, 412, 1141]
entry-text: J., Dr., XIII/4 Fichtnerg. 2. T H bbox=[1170, 98, 1443, 119]
directory-entry: — Franz, Kohlenhdl., II/2 Obermüllnerstr. 11. bbox=[88, 802, 495, 824]
directory-entry: — Marie, Wäschew.Erz. u. Putzerin, VII. Zieglerg. 44. bbox=[88, 212, 567, 233]
entry-text: Friedrich, Priv.Bmt., VI. Fillgraderg. 12—14. bbox=[603, 1612, 1001, 1633]
entry-text: Katharine, Schneiderin, II/1 Springergasse 13. bbox=[597, 98, 929, 141]
directory-entry: — Friedrich, Spielw.Erz., XV/1 Märzstr. 38. bbox=[579, 1545, 965, 1565]
directory-entry: — Hugo, Priv.Bmt., XVIII/1 Lackerg. 104. bbox=[579, 2131, 948, 2152]
directory-entry: — Karoline, Antlor.Wwe., X/1 Senefelderg. 11. bbox=[1070, 910, 1484, 932]
